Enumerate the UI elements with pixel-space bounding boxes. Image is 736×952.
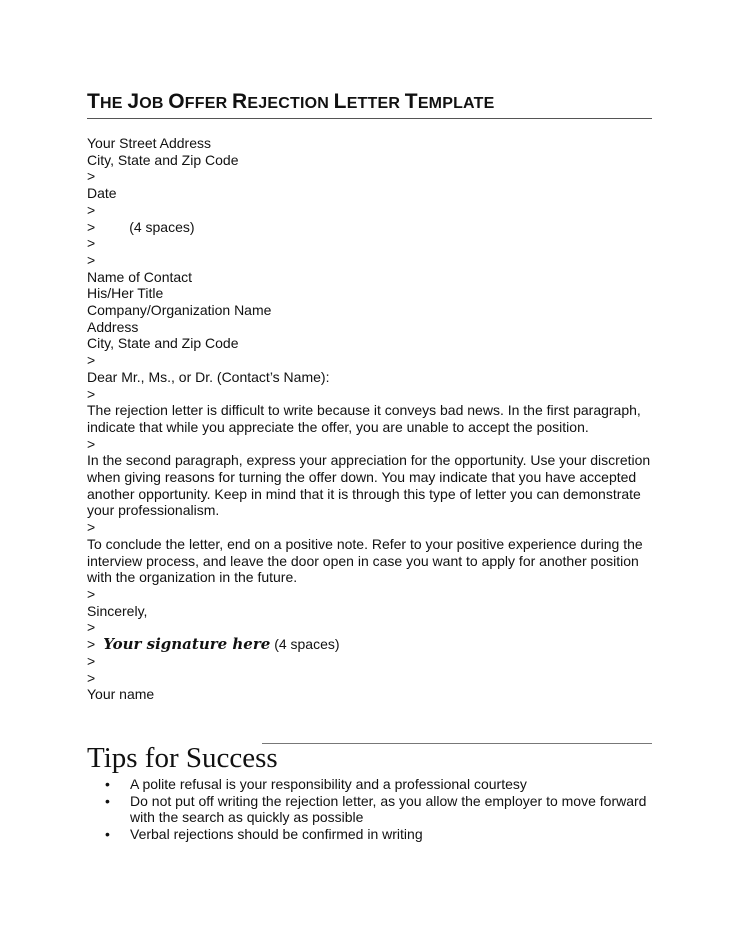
- tip-text: Verbal rejections should be confirmed in writing: [130, 826, 423, 843]
- sender-city-state-zip: City, State and Zip Code: [87, 151, 239, 168]
- line-break-marker: >: [87, 218, 96, 235]
- title-part: O: [168, 90, 185, 113]
- company-name: Company/Organization Name: [87, 302, 272, 319]
- title-part: J: [127, 90, 140, 113]
- signature-spaces-note: (4 spaces): [274, 636, 340, 653]
- line-break-marker: >: [87, 435, 96, 452]
- title-part: T: [87, 90, 101, 113]
- tip-text: A polite refusal is your responsibility and a professional courtesy: [130, 776, 527, 792]
- bullet-icon: •: [105, 776, 110, 792]
- paragraph-1: The rejection letter is difficult to write because it conveys bad news. In the first paragraph, indicate that while you appreciate the offer, you are unable to accept the position.: [87, 402, 641, 435]
- line-break-marker: >: [87, 669, 96, 686]
- tips-heading: Tips for Success: [87, 742, 278, 774]
- four-spaces-line: [87, 219, 657, 236]
- closing: Sincerely,: [87, 602, 148, 619]
- line-break-marker: >: [87, 251, 96, 268]
- title-divider: [87, 118, 652, 119]
- list-item: [105, 776, 665, 793]
- title-part: ETTER: [346, 95, 405, 112]
- sender-street-address: Your Street Address: [87, 135, 212, 151]
- tips-list: [105, 776, 665, 843]
- four-spaces-note: (4 spaces): [129, 218, 195, 235]
- document-title: [87, 90, 494, 114]
- tip-text: Do not put off writing the rejection letter, as you allow the employer to move forward with the search as quickly as possible: [130, 792, 647, 826]
- title-part: FFER: [184, 95, 233, 112]
- line-break-marker: >: [87, 168, 96, 185]
- bullet-icon: •: [105, 826, 110, 843]
- title-part: EJECTION: [247, 95, 334, 112]
- line-break-marker: >: [87, 235, 96, 252]
- line-break-marker: >: [87, 652, 96, 669]
- line-break-marker: >: [87, 201, 96, 218]
- title-part: EMPLATE: [417, 95, 495, 112]
- signature: Your signature here: [103, 635, 271, 654]
- bullet-icon: •: [105, 792, 110, 809]
- list-item: [105, 793, 665, 826]
- signature-line: [87, 636, 657, 653]
- title-part: R: [232, 90, 248, 113]
- letter-body: [87, 135, 657, 703]
- paragraph-3: To conclude the letter, end on a positive note. Refer to your positive experience during the interview process, and leave the door open in case you want to apply for another position with the organization in the future.: [87, 535, 643, 586]
- line-break-marker: >: [87, 585, 96, 602]
- contact-name: Name of Contact: [87, 268, 193, 285]
- title-part: HE: [100, 95, 128, 112]
- title-part: L: [333, 90, 347, 113]
- your-name: Your name: [87, 686, 155, 703]
- list-item: [105, 826, 665, 843]
- salutation: Dear Mr., Ms., or Dr. (Contact’s Name):: [87, 368, 330, 385]
- line-break-marker: >: [87, 352, 96, 369]
- line-break-marker: >: [87, 519, 96, 536]
- contact-title: His/Her Title: [87, 285, 164, 302]
- tips-divider: [262, 743, 652, 744]
- title-part: OB: [139, 95, 169, 112]
- title-part: T: [404, 90, 418, 113]
- paragraph-2: In the second paragraph, express your appreciation for the opportunity. Use your discretion when giving reasons for turning the offer down. You may indicate that you have accepted another opportunity. Keep in mind that it is through this type of letter you can demonstrate your professionalism.: [87, 452, 651, 519]
- company-address: Address: [87, 318, 139, 335]
- line-break-marker: >: [87, 385, 96, 402]
- line-break-marker: >: [87, 619, 96, 636]
- letter-date: Date: [87, 185, 117, 202]
- line-break-marker: >: [87, 636, 96, 653]
- company-city-state-zip: City, State and Zip Code: [87, 335, 239, 352]
